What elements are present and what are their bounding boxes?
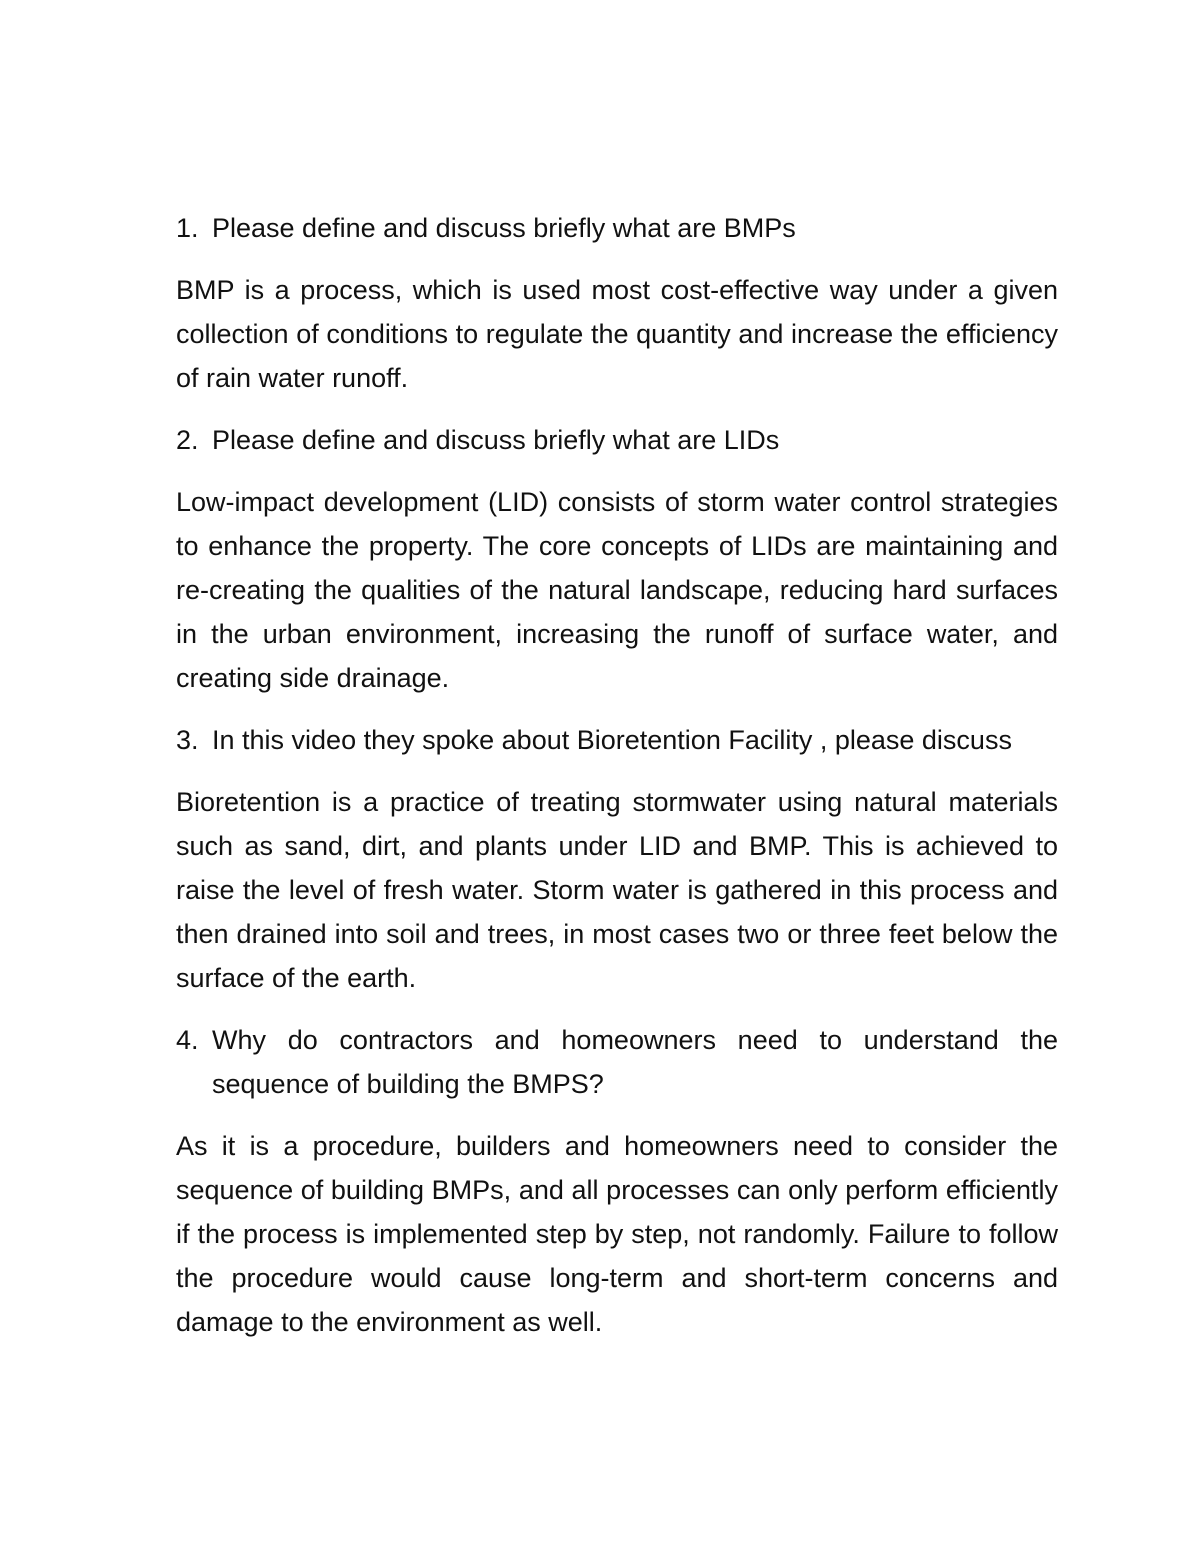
- question-1: [176, 206, 1058, 250]
- document-body: [176, 206, 1058, 1344]
- answer-2: Low-impact development (LID) consists of storm water control strategies to enhance the property. The core concepts of LIDs are maintaining and re-creating the qualities of the natural landscape, reducing hard surfaces in the urban environment, increasing the runoff of surface water, and creating side drainage.: [176, 487, 1058, 693]
- answer-1: BMP is a process, which is used most cost-effective way under a given collection of conditions to regulate the quantity and increase the efficiency of rain water runoff.: [176, 275, 1058, 393]
- question-number: 3.: [176, 725, 199, 755]
- question-text: Why do contractors and homeowners need to understand the sequence of building the BMPS?: [212, 1025, 1058, 1099]
- answer-3: Bioretention is a practice of treating stormwater using natural materials such as sand, dirt, and plants under LID and BMP. This is achieved to raise the level of fresh water. Storm water is gathered in this process and then drained into soil and trees, in most cases two or three feet below the surface of the earth.: [176, 787, 1058, 993]
- question-number: 2.: [176, 425, 199, 455]
- question-4: [176, 1018, 1058, 1106]
- question-3: [176, 718, 1058, 762]
- question-number: 4.: [176, 1025, 199, 1055]
- question-number: 1.: [176, 213, 199, 243]
- question-text: Please define and discuss briefly what are BMPs: [212, 213, 796, 243]
- question-text: Please define and discuss briefly what are LIDs: [212, 425, 780, 455]
- answer-4: As it is a procedure, builders and homeowners need to consider the sequence of building BMPs, and all processes can only perform efficiently if the process is implemented step by step, not randomly. Failure to follow the procedure would cause long-term and short-term concerns and damage to the environment as well.: [176, 1131, 1058, 1337]
- question-text: In this video they spoke about Bioretention Facility , please discuss: [212, 725, 1012, 755]
- question-2: [176, 418, 1058, 462]
